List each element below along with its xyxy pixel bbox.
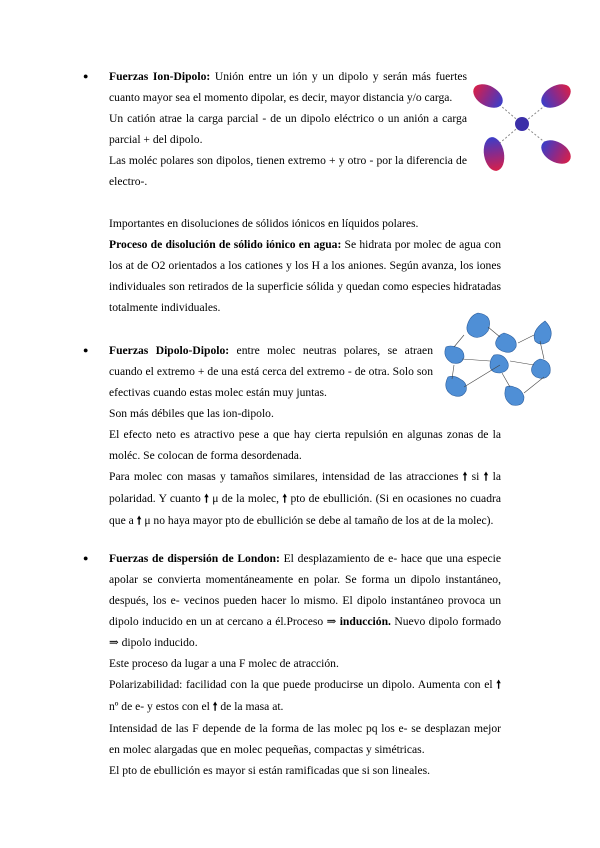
text: Nuevo dipolo formado ⇒ dipolo inducido.	[109, 615, 501, 649]
paragraph: Un catión atrae la carga parcial - de un dipolo eléctrico o un anión a carga parcial + del dipolo.	[109, 112, 467, 146]
up-arrow-icon: 🠕	[204, 493, 209, 505]
bullet-icon: ●	[83, 553, 89, 563]
text: si	[467, 470, 484, 483]
up-arrow-icon: 🠕	[462, 471, 468, 483]
cation	[515, 117, 529, 131]
section-ion-dipolo	[83, 66, 467, 192]
bullet-icon: ●	[83, 345, 89, 355]
polar-molecule	[446, 376, 467, 396]
text: Unión entre un ión y un dipolo y serán más fuertes cuanto mayor sea el momento dipolar, es decir, mayor distancia y/o carga.	[109, 70, 467, 104]
heading-dipolo-dipolo: Fuerzas Dipolo-Dipolo:	[109, 344, 230, 357]
text: pto de ebullición. (Si en ocasiones no cuadra que a	[109, 492, 501, 527]
text: de la masa at.	[217, 700, 284, 713]
text: Polarizabilidad: facilidad con la que puede producirse un dipolo. Aumenta con el	[109, 678, 497, 691]
dipole-dipole-figure	[440, 305, 562, 415]
bold-label: Proceso de disolución de sólido iónico en agua:	[109, 238, 342, 251]
section-dipolo-dipolo-cont	[87, 424, 501, 532]
dipole-molecule	[481, 136, 507, 173]
text: El desplazamiento de e- hace que una especie apolar se convierta momentáneamente en polar. Se forma un dipolo instantáneo, después, los e- vecinos pueden hacer lo mismo. El dipolo instantáneo provoca un dipolo inducido en un at cercano a él.Proceso ⇒	[109, 552, 501, 628]
text: entre molec neutras polares, se atraen cuando el extremo + de una está cerca del extremo - de otra. Solo son efectivas cuando estas molec están muy juntas.	[109, 344, 433, 399]
polar-molecule	[445, 346, 464, 363]
paragraph	[87, 340, 433, 403]
section-london	[83, 548, 501, 781]
dipole-molecule	[537, 135, 572, 168]
text: nº de e- y estos con el	[109, 700, 213, 713]
polar-molecule	[490, 355, 508, 373]
paragraph	[87, 548, 501, 653]
section-ion-dipolo-cont	[87, 213, 501, 318]
paragraph	[87, 466, 501, 532]
ion-dipole-figure	[472, 76, 572, 176]
text: Se hidrata por molec de agua con los at de O2 orientados a los cationes y los H a los aniones. Según avanza, los iones individuales son retirados de la superficie sólida y quedan como especies hidratadas totalmente individuales.	[109, 238, 501, 314]
up-arrow-icon: 🠕	[136, 515, 142, 527]
text: Para molec con masas y tamaños similares, intensidad de las atracciones	[109, 470, 463, 483]
heading-london: Fuerzas de dispersión de London:	[109, 552, 280, 565]
paragraph: El efecto neto es atractivo pese a que hay cierta repulsión en algunas zonas de la moléc. Se colocan de forma desordenada.	[109, 428, 501, 462]
dipole-molecule	[472, 79, 507, 112]
text: la polaridad. Y cuanto	[109, 470, 502, 505]
polar-molecule	[467, 313, 490, 337]
bold-term: inducción.	[339, 615, 391, 628]
dipole-molecule	[537, 79, 572, 112]
paragraph: Las moléc polares son dipolos, tienen extremo + y otro - por la diferencia de electro-.	[109, 154, 467, 188]
section-dipolo-dipolo	[83, 340, 433, 424]
polar-molecule	[505, 386, 524, 405]
polar-molecule	[532, 359, 551, 378]
bullet-icon: ●	[83, 71, 89, 81]
paragraph: Intensidad de las F depende de la forma de las molec pq los e- se desplazan mejor en molec alargadas que en molec pequeñas, compactas y simétricas.	[109, 722, 501, 756]
up-arrow-icon: 🠕	[212, 701, 218, 713]
up-arrow-icon: 🠕	[282, 493, 288, 505]
up-arrow-icon: 🠕	[496, 679, 501, 691]
text: μ de la molec,	[208, 492, 283, 505]
paragraph	[87, 66, 467, 108]
paragraph: El pto de ebullición es mayor si están ramificadas que si son lineales.	[109, 764, 430, 777]
heading-ion-dipolo: Fuerzas Ion-Dipolo:	[109, 70, 211, 83]
paragraph	[87, 674, 501, 718]
paragraph: Son más débiles que las ion-dipolo.	[109, 407, 274, 420]
text: μ no haya mayor pto de ebullición se debe al tamaño de los at de la molec).	[141, 514, 494, 527]
paragraph: Importantes en disoluciones de sólidos iónicos en líquidos polares.	[109, 217, 419, 230]
paragraph	[87, 234, 501, 318]
up-arrow-icon: 🠕	[483, 471, 489, 483]
polar-molecule	[534, 321, 551, 344]
paragraph: Este proceso da lugar a una F molec de atracción.	[109, 657, 339, 670]
